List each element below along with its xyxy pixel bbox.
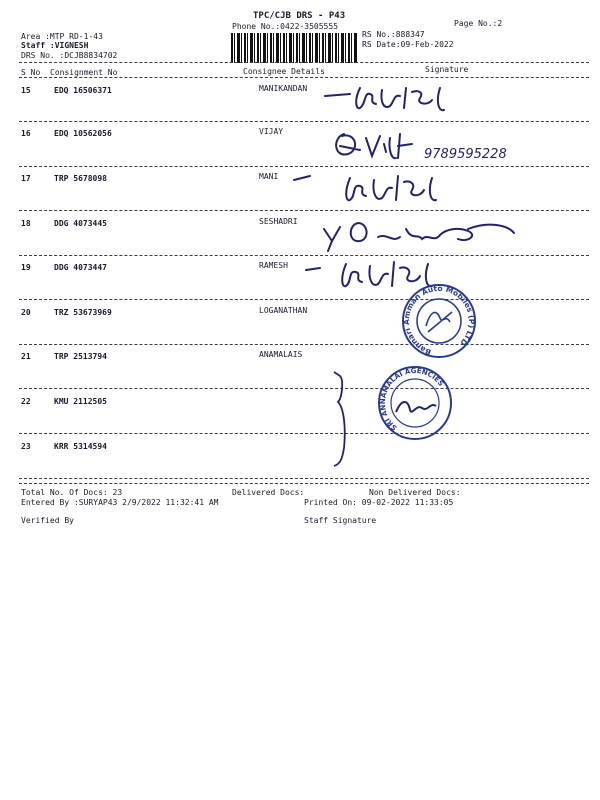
row-sno: 21 bbox=[21, 352, 31, 361]
row-consignment: DDG 4073445 bbox=[54, 219, 107, 228]
column-header-sno: S No bbox=[21, 68, 41, 77]
delivered-docs: Delivered Docs: bbox=[232, 488, 305, 497]
non-delivered-docs: Non Delivered Docs: bbox=[369, 488, 461, 497]
row-sno: 16 bbox=[21, 129, 31, 138]
row-sno: 17 bbox=[21, 174, 31, 183]
phone-number: Phone No.:0422-3505555 bbox=[232, 22, 338, 31]
row-consignment: KMU 2112505 bbox=[54, 397, 107, 406]
page-number: Page No.:2 bbox=[454, 19, 503, 28]
row-consignment: DDG 4073447 bbox=[54, 263, 107, 272]
barcode bbox=[231, 33, 357, 63]
stamp-text: Bannari Amman Auto Mobiles (P) LTD bbox=[401, 283, 477, 357]
row-consignee: MANIKANDAN bbox=[259, 84, 308, 93]
svg-text:Bannari Amman Auto Mobiles (P) bbox=[402, 284, 476, 357]
row-consignment: KRR 5314594 bbox=[54, 442, 107, 451]
signature-row-16 bbox=[330, 128, 530, 170]
column-header-signature: Signature bbox=[425, 65, 469, 74]
handwritten-phone: 9789595228 bbox=[424, 147, 507, 162]
column-header-consignee: Consignee Details bbox=[243, 67, 325, 76]
row-sno: 18 bbox=[21, 219, 31, 228]
row-consignee: VIJAY bbox=[259, 127, 284, 136]
row-divider bbox=[19, 121, 589, 122]
row-consignment: EDQ 16506371 bbox=[54, 86, 112, 95]
verified-by: Verified By bbox=[21, 516, 74, 525]
row-divider bbox=[19, 478, 589, 479]
row-divider bbox=[19, 344, 589, 345]
row-consignee: LOGANATHAN bbox=[259, 306, 308, 315]
bracket-mark bbox=[330, 368, 354, 472]
row-consignment: TRZ 53673969 bbox=[54, 308, 112, 317]
signature-row-18 bbox=[318, 215, 528, 259]
entered-by: Entered By :SURYAP43 2/9/2022 11:32:41 AM bbox=[21, 498, 219, 507]
column-header-consignment: Consignment No bbox=[50, 68, 118, 77]
row-sno: 22 bbox=[21, 397, 31, 406]
agency-stamp bbox=[376, 364, 454, 446]
row-consignment: TRP 5678098 bbox=[54, 174, 107, 183]
row-divider bbox=[19, 388, 589, 389]
row-sno: 15 bbox=[21, 86, 31, 95]
document-title: TPC/CJB DRS - P43 bbox=[253, 11, 346, 21]
row-consignee: MANI bbox=[259, 172, 279, 181]
drs-number: DRS No. :DCJB8834702 bbox=[21, 51, 118, 60]
row-sno: 20 bbox=[21, 308, 31, 317]
staff-label: Staff :VIGNESH bbox=[21, 41, 89, 50]
row-consignment: TRP 2513794 bbox=[54, 352, 107, 361]
row-sno: 19 bbox=[21, 263, 31, 272]
row-divider bbox=[19, 433, 589, 434]
row-sno: 23 bbox=[21, 442, 31, 451]
row-consignee: ANAMALAIS bbox=[259, 350, 303, 359]
signature-row-15 bbox=[320, 82, 470, 121]
divider bbox=[19, 77, 589, 78]
stamp-text: SRI ANNAMALAI AGENCIES bbox=[378, 366, 446, 432]
row-consignment: EDQ 10562056 bbox=[54, 129, 112, 138]
row-divider bbox=[19, 299, 589, 300]
row-consignee: RAMESH bbox=[259, 261, 288, 270]
divider bbox=[19, 62, 589, 63]
company-stamp bbox=[400, 282, 478, 364]
rs-number: RS No.:888347 bbox=[362, 30, 425, 39]
svg-text:SRI ANNAMALAI AGENCIES bbox=[379, 367, 445, 432]
signature-row-17 bbox=[290, 172, 470, 212]
area-label: Area :MTP RD-1-43 bbox=[21, 32, 103, 41]
printed-on: Printed On: 09-02-2022 11:33:05 bbox=[304, 498, 454, 507]
rs-date: RS Date:09-Feb-2022 bbox=[362, 40, 454, 49]
divider bbox=[19, 483, 589, 484]
total-docs: Total No. Of Docs: 23 bbox=[21, 488, 123, 497]
staff-signature: Staff Signature bbox=[304, 516, 377, 525]
row-consignee: SESHADRI bbox=[259, 217, 298, 226]
